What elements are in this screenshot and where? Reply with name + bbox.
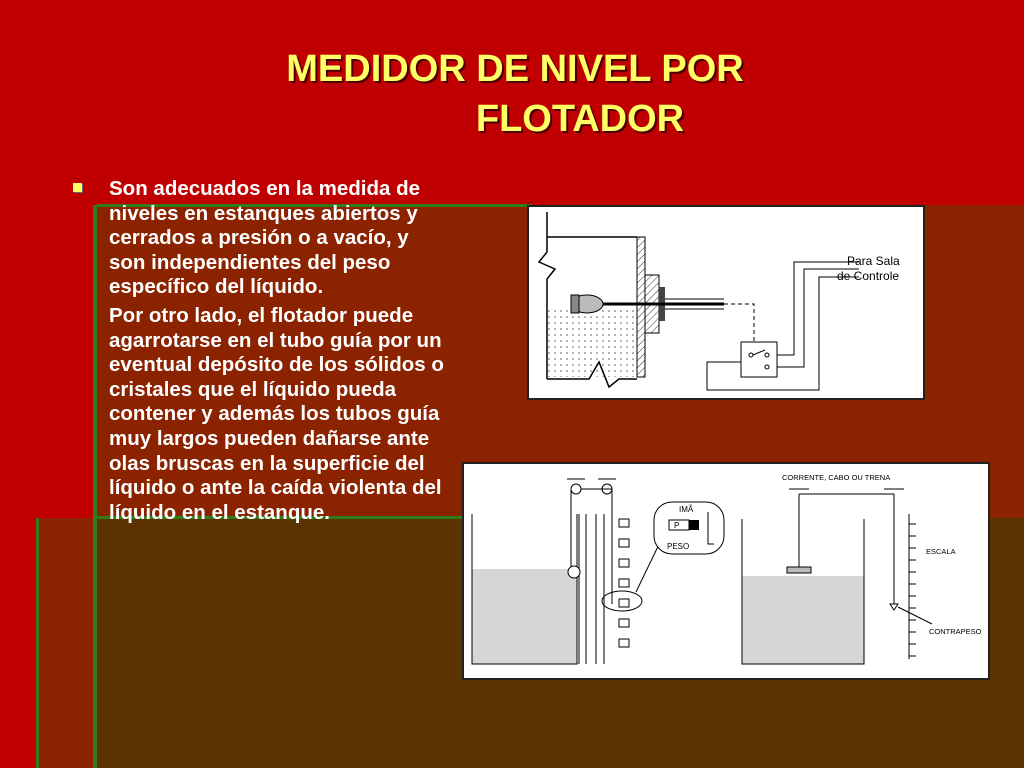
chain-cable-label: CORRENTE, CABO OU TRENA [782,473,891,482]
title-line-1: MEDIDOR DE NIVEL POR [286,48,744,90]
magnet-label: IMÃ [679,505,694,514]
float-pulley-drawing [464,464,988,678]
float-switch-diagram [527,205,925,400]
control-room-label-2: de Controle [837,269,900,283]
title-line-2: FLOTADOR [475,98,685,140]
control-room-label-1: Para Sala [847,254,900,268]
float-switch-drawing [529,207,923,398]
background-bottom-left [38,518,95,768]
decorative-line [93,205,97,768]
float-pulley-diagram [462,462,990,680]
decorative-line [36,518,39,768]
paragraph-2: Por otro lado, el flotador puede agarrotarse en el tubo guía por un eventual depósito de los sólidos o cristales que el líquido pueda contener y además los tubos guía muy largos pueden dañarse ante olas bruscas en la superficie del líquido o ante la caída violenta del líquido en el estanque. [109,303,444,524]
paragraph-1: Son adecuados en la medida de niveles en estanques abiertos y cerrados a presión o a vacío, y son independientes del peso específico del líquido. [109,177,421,299]
bullet-icon [73,183,82,192]
counterweight-label: CONTRAPESO [929,627,982,636]
p-label: P [674,521,680,530]
slide-title [160,44,870,144]
body-text [109,177,444,529]
weight-label: PESO [667,542,690,551]
scale-label: ESCALA [926,547,956,556]
